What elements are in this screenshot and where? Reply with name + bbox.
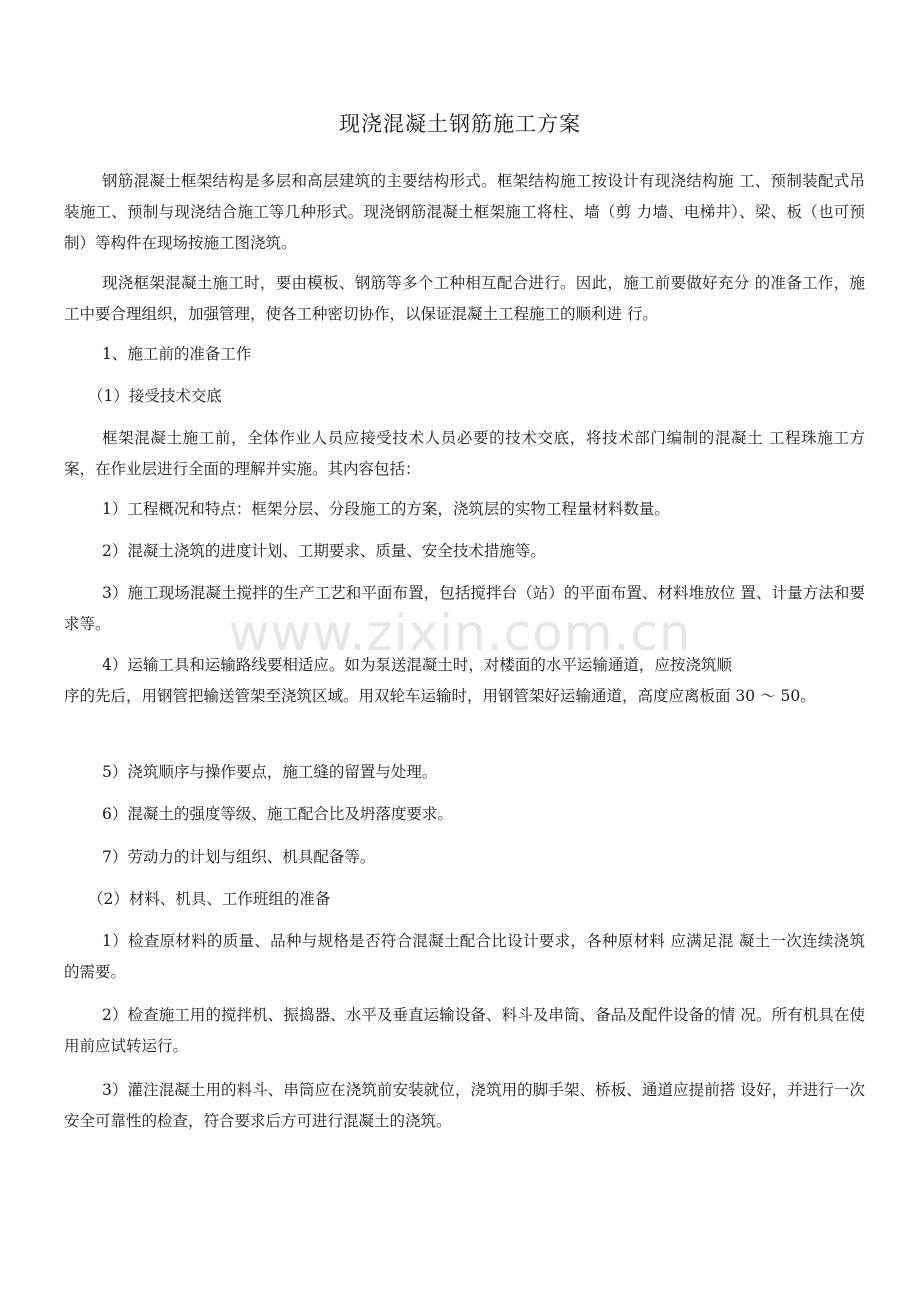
- list-item-7: 7）劳动力的计划与组织、机具配备等。: [102, 848, 376, 866]
- tech-briefing-paragraph: 框架混凝土施工前，全体作业人员应接受技术人员必要的技术交底，将技术部门编制的混凝土 工程珠施工方案，在作业层进行全面的理解并实施。其内容包括：: [64, 429, 865, 478]
- intro-paragraph-2: 现浇框架混凝土施工时，要由模板、钢筋等多个工种相互配合进行。因此，施工前要做好充分 的准备工作，施工中要合理组织，加强管理，使各工种密切协作，以保证混凝土工程施工的顺利进 行。: [64, 274, 865, 323]
- list-item-6: 6）混凝土的强度等级、施工配合比及坍落度要求。: [102, 805, 453, 823]
- material-item-1: 1）检查原材料的质量、品种与规格是否符合混凝土配合比设计要求，各种原材料 应满足混 凝土一次连续浇筑的需要。: [64, 932, 865, 981]
- list-item-3: 3）施工现场混凝土搅拌的生产工艺和平面布置，包括搅拌台（站）的平面布置、材料堆放位 置、计量方法和要求等。: [64, 584, 865, 633]
- intro-paragraph-1: 钢筋混凝土框架结构是多层和高层建筑的主要结构形式。框架结构施工按设计有现浇结构施 工、预制装配式吊装施工、预制与现浇结合施工等几种形式。现浇钢筋混凝土框架施工将柱、墙（剪 力墙、电梯井）、梁、板（也可预制）等构件在现场按施工图浇筑。: [64, 172, 865, 252]
- material-item-2: 2）检查施工用的搅拌机、振捣器、水平及垂直运输设备、料斗及串筒、备品及配件设备的情 况。所有机具在使用前应试转运行。: [64, 1006, 865, 1055]
- list-item-4-continued: 序的先后，用钢管把输送管架至浇筑区域。用双轮车运输时，用钢管架好运输通道，高度应离板面 30 ～ 50。: [64, 687, 816, 705]
- subsection-heading-1: （1）接受技术交底: [88, 387, 222, 405]
- document-title: 现浇混凝土钢筋施工方案: [339, 112, 581, 136]
- list-item-2: 2）混凝土浇筑的进度计划、工期要求、质量、安全技术措施等。: [102, 542, 546, 560]
- list-item-1: 1）工程概况和特点：框架分层、分段施工的方案，浇筑层的实物工程量材料数量。: [102, 500, 670, 518]
- material-item-3: 3）灌注混凝土用的料斗、串筒应在浇筑前安装就位，浇筑用的脚手架、桥板、通道应提前搭 设好，并进行一次安全可靠性的检查，符合要求后方可进行混凝土的浇筑。: [64, 1081, 865, 1130]
- section-heading-1: 1、施工前的准备工作: [102, 345, 252, 363]
- subsection-heading-2: （2）材料、机具、工作班组的准备: [88, 890, 331, 908]
- list-item-4-first-line: 4）运输工具和运输路线要相适应。如为泵送混凝土时，对楼面的水平运输通道，应按浇筑顺: [102, 656, 732, 674]
- list-item-5: 5）浇筑顺序与操作要点，施工缝的留置与处理。: [102, 763, 438, 781]
- watermark: www.zixin.com.cn: [228, 604, 692, 662]
